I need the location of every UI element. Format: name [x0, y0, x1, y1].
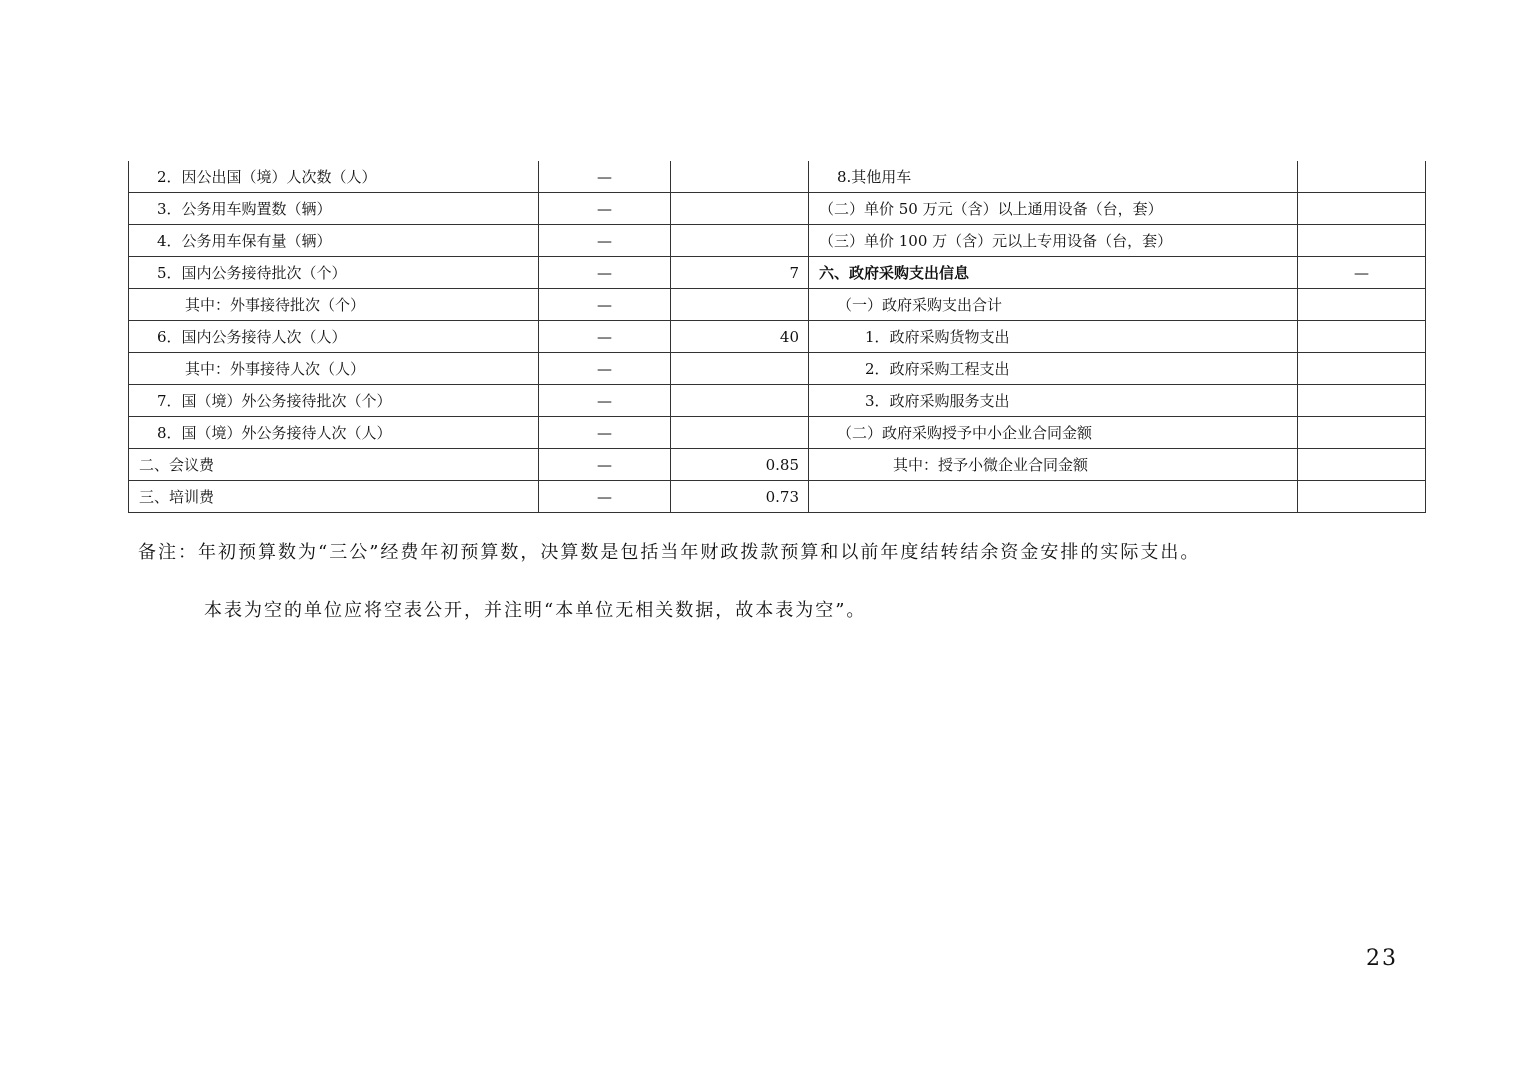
table-row: [129, 225, 1426, 257]
table-row: [129, 417, 1426, 449]
actual-value: 7: [671, 257, 809, 289]
item-label: 其中：外事接待人次（人）: [129, 353, 539, 385]
table-row: [129, 161, 1426, 193]
item-label: 3．公务用车购置数（辆）: [129, 193, 539, 225]
actual-value: 0.85: [671, 449, 809, 481]
item-value: [1298, 449, 1426, 481]
item-value: [1298, 417, 1426, 449]
item-label: 六、政府采购支出信息: [809, 257, 1298, 289]
page-number: 23: [1366, 946, 1398, 971]
budget-value: —: [539, 257, 671, 289]
item-label: 7．国（境）外公务接待批次（个）: [129, 385, 539, 417]
actual-value: 40: [671, 321, 809, 353]
actual-value: [671, 225, 809, 257]
item-label: 4．公务用车保有量（辆）: [129, 225, 539, 257]
actual-value: [671, 417, 809, 449]
item-label: 2．因公出国（境）人次数（人）: [129, 161, 539, 193]
table-row: [129, 481, 1426, 513]
item-label: 5．国内公务接待批次（个）: [129, 257, 539, 289]
item-label: （二）单价 50 万元（含）以上通用设备（台，套）: [809, 193, 1298, 225]
item-label: 3．政府采购服务支出: [809, 385, 1298, 417]
item-label: 三、培训费: [129, 481, 539, 513]
actual-value: [671, 161, 809, 193]
item-label: 1．政府采购货物支出: [809, 321, 1298, 353]
budget-value: —: [539, 321, 671, 353]
table-row: [129, 193, 1426, 225]
budget-value: —: [539, 417, 671, 449]
item-value: [1298, 481, 1426, 513]
item-label: （一）政府采购支出合计: [809, 289, 1298, 321]
item-label: 二、会议费: [129, 449, 539, 481]
item-value: —: [1298, 257, 1426, 289]
budget-value: —: [539, 385, 671, 417]
item-label: （二）政府采购授予中小企业合同金额: [809, 417, 1298, 449]
budget-value: —: [539, 193, 671, 225]
table-row: [129, 321, 1426, 353]
budget-value: —: [539, 225, 671, 257]
table-row: [129, 385, 1426, 417]
item-value: [1298, 193, 1426, 225]
table-row: [129, 289, 1426, 321]
actual-value: [671, 353, 809, 385]
actual-value: [671, 289, 809, 321]
item-value: [1298, 161, 1426, 193]
item-label: 其中：授予小微企业合同金额: [809, 449, 1298, 481]
three-public-expenses-table: [128, 161, 1426, 513]
note-line-1: 备注：年初预算数为“三公”经费年初预算数，决算数是包括当年财政拨款预算和以前年度结转结余资金安排的实际支出。: [138, 542, 1201, 563]
item-label: 8．国（境）外公务接待人次（人）: [129, 417, 539, 449]
item-value: [1298, 225, 1426, 257]
item-value: [1298, 289, 1426, 321]
item-value: [1298, 353, 1426, 385]
item-value: [1298, 321, 1426, 353]
actual-value: [671, 385, 809, 417]
item-value: [1298, 385, 1426, 417]
item-label: 其中：外事接待批次（个）: [129, 289, 539, 321]
budget-value: —: [539, 289, 671, 321]
actual-value: [671, 193, 809, 225]
budget-value: —: [539, 161, 671, 193]
item-label: （三）单价 100 万（含）元以上专用设备（台，套）: [809, 225, 1298, 257]
item-label: 2．政府采购工程支出: [809, 353, 1298, 385]
item-label: 6．国内公务接待人次（人）: [129, 321, 539, 353]
budget-value: —: [539, 449, 671, 481]
actual-value: 0.73: [671, 481, 809, 513]
item-label: [809, 481, 1298, 513]
table-row: [129, 449, 1426, 481]
note-line-2: 本表为空的单位应将空表公开，并注明“本单位无相关数据，故本表为空”。: [204, 600, 867, 621]
table-row: [129, 353, 1426, 385]
budget-value: —: [539, 481, 671, 513]
budget-value: —: [539, 353, 671, 385]
item-label: 8.其他用车: [809, 161, 1298, 193]
table-row: [129, 257, 1426, 289]
